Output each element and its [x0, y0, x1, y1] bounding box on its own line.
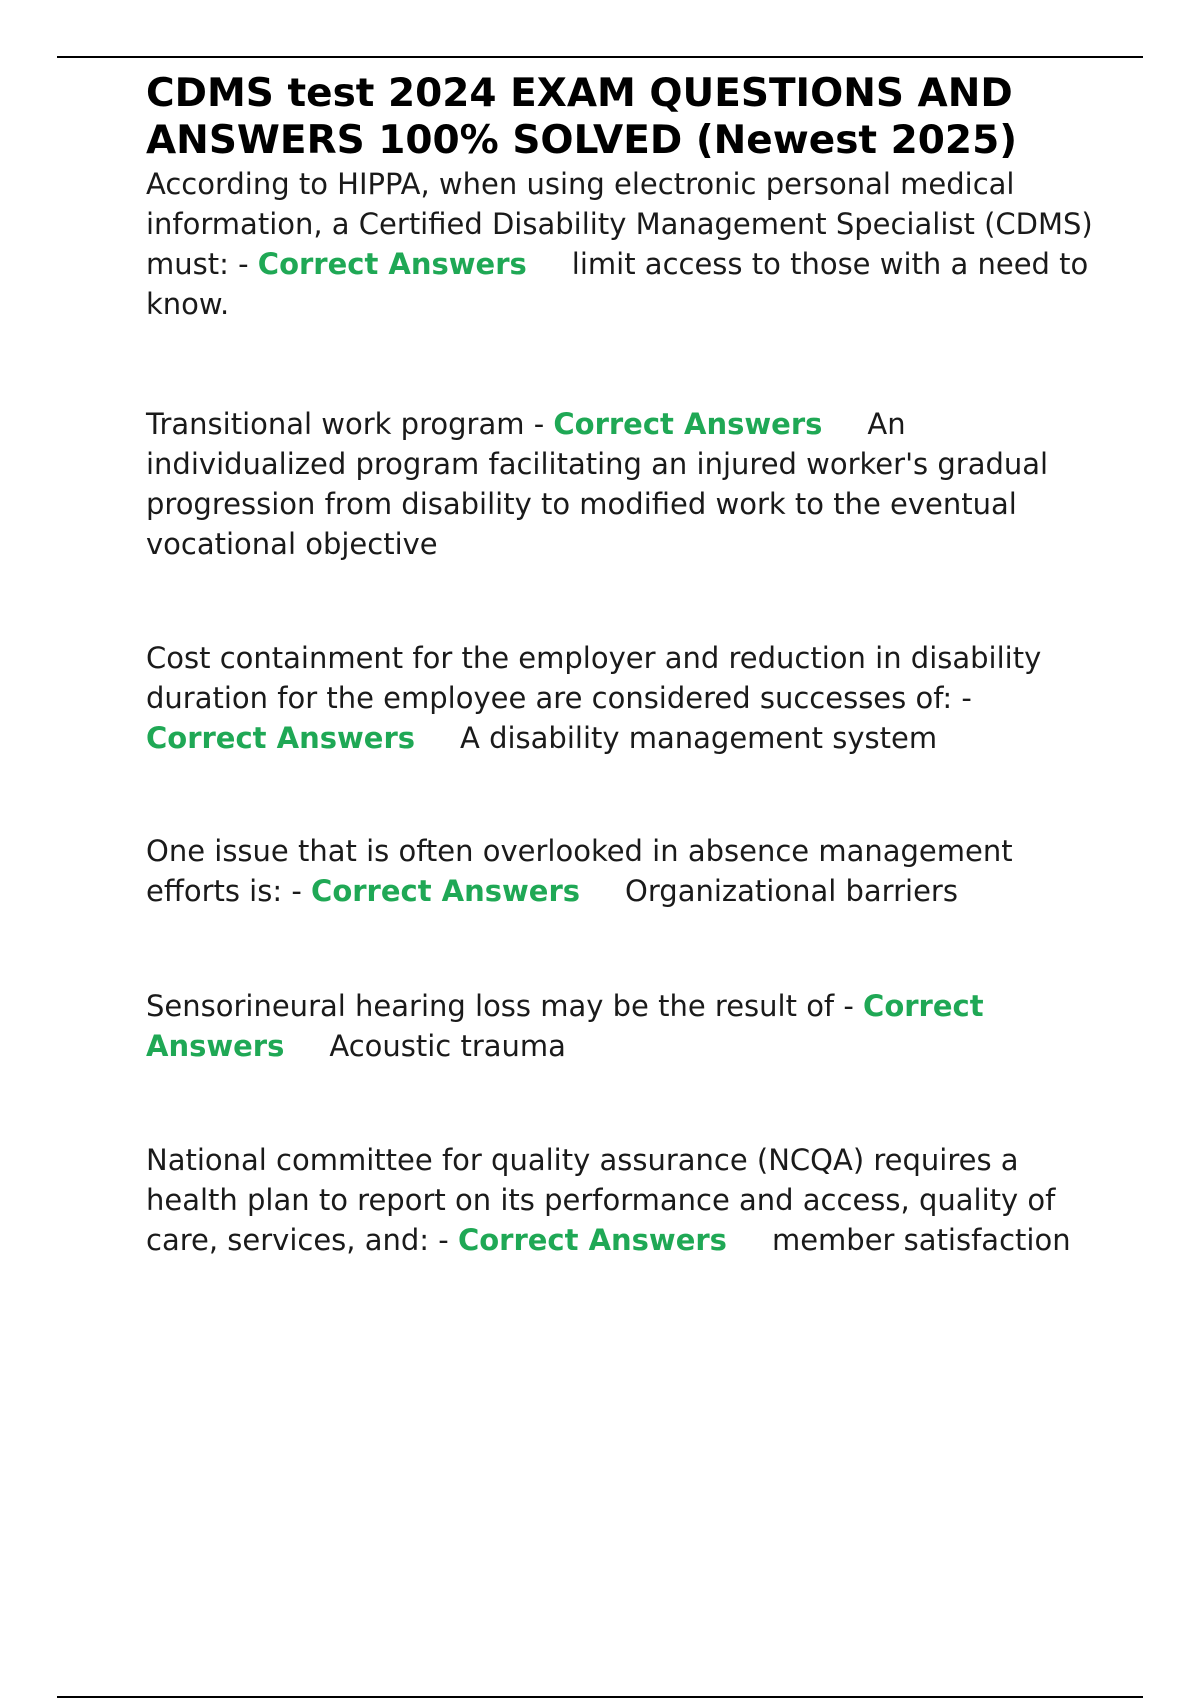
answer-text: limit access to those with a need to know.: [146, 247, 1089, 321]
qa-item: [146, 404, 1096, 564]
correct-answers-label: Correct Answers: [146, 721, 416, 755]
bottom-rule: [57, 1696, 1143, 1698]
correct-answers-label: Correct Answers: [146, 989, 984, 1063]
correct-answers-label: Correct Answers: [257, 247, 527, 281]
correct-answers-label: Correct Answers: [311, 874, 581, 908]
answer-text: A disability management system: [460, 721, 938, 755]
qa-list: [146, 164, 1096, 1260]
question-text: Cost containment for the employer and reduction in disability duration for the employee are considered successes of: -: [146, 641, 1042, 715]
question-text: National committee for quality assurance (NCQA) requires a health plan to report on its performance and access, quality of care, services, and: -: [146, 1143, 1056, 1257]
answer-text: Acoustic trauma: [329, 1029, 566, 1063]
document-title: CDMS test 2024 EXAM QUESTIONS AND ANSWERS 100% SOLVED (Newest 2025): [146, 71, 1018, 163]
correct-answers-label: Correct Answers: [457, 1223, 727, 1257]
question-text: According to HIPPA, when using electronic personal medical information, a Certified Disability Management Specialist (CDMS) must: -: [146, 167, 1093, 281]
qa-item: [146, 638, 1096, 758]
document-body: [146, 70, 1096, 1260]
top-rule: [57, 56, 1143, 58]
qa-item: [146, 831, 1096, 911]
question-text: Sensorineural hearing loss may be the result of -: [146, 989, 864, 1023]
answer-text: An individualized program facilitating an injured worker's gradual progression from disability to modified work to the eventual vocational objective: [146, 407, 1049, 561]
correct-answers-label: Correct Answers: [553, 407, 823, 441]
answer-text: Organizational barriers: [625, 874, 958, 908]
question-text: One issue that is often overlooked in absence management efforts is: -: [146, 834, 1013, 908]
qa-item: [146, 164, 1096, 324]
question-text: Transitional work program -: [146, 407, 554, 441]
qa-item: [146, 1140, 1096, 1260]
qa-item: [146, 986, 1096, 1066]
answer-text: member satisfaction: [771, 1223, 1071, 1257]
